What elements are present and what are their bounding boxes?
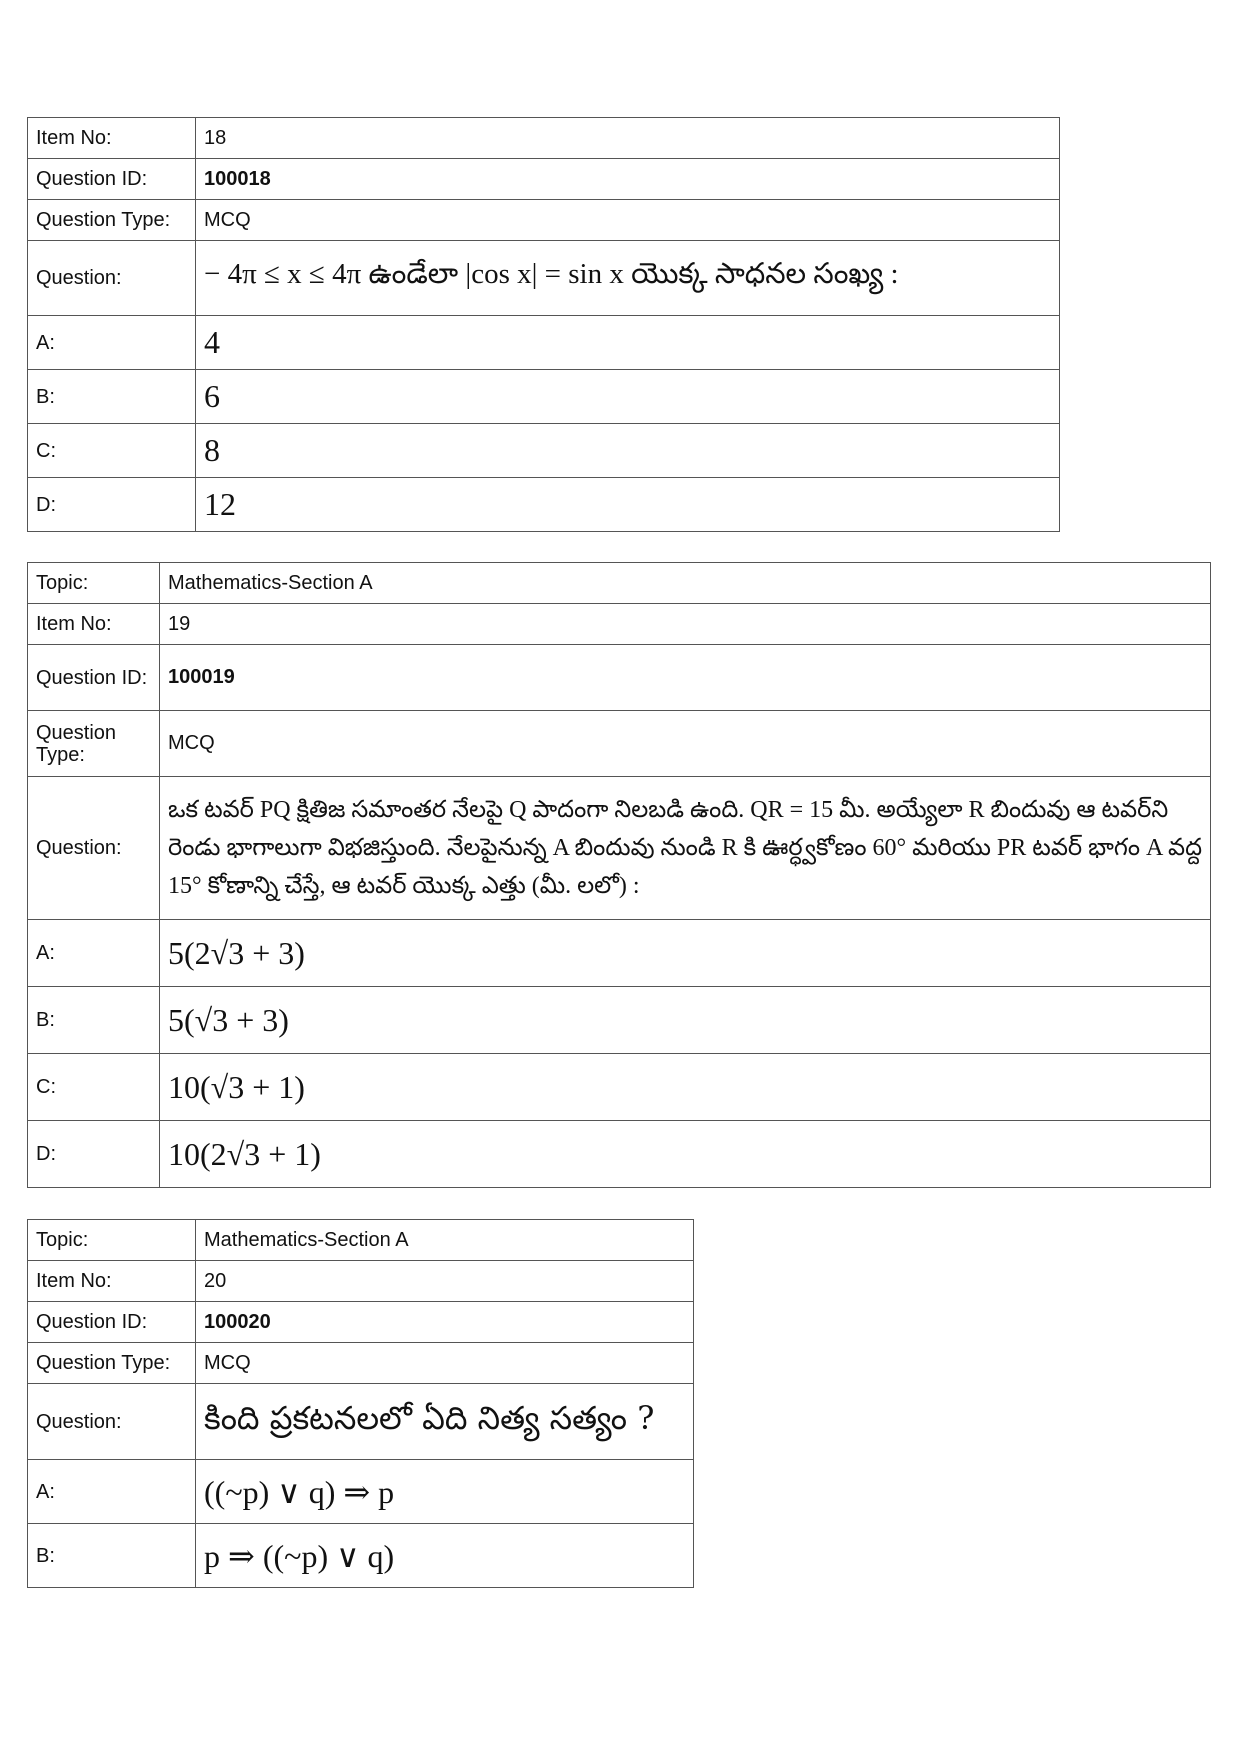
option-row-d xyxy=(28,1121,1211,1188)
option-row-c xyxy=(28,424,1060,478)
question-table-20 xyxy=(27,1219,694,1588)
option-c-label: C: xyxy=(28,1054,160,1121)
option-row-c xyxy=(28,1054,1211,1121)
option-row-a xyxy=(28,920,1211,987)
option-row-b xyxy=(28,987,1211,1054)
question-type-value: MCQ xyxy=(196,1343,694,1384)
option-c-value: 10(√3 + 1) xyxy=(160,1054,1211,1121)
row-question-id xyxy=(28,1302,694,1343)
item-no-value: 20 xyxy=(196,1261,694,1302)
question-type-label: Question Type: xyxy=(28,200,196,241)
row-item-no xyxy=(28,118,1060,159)
row-question-id xyxy=(28,645,1211,711)
row-question xyxy=(28,241,1060,316)
topic-value: Mathematics-Section A xyxy=(160,563,1211,604)
question-label: Question: xyxy=(28,241,196,316)
option-row-d xyxy=(28,478,1060,532)
question-text: కింది ప్రకటనలలో ఏది నిత్య సత్యం ? xyxy=(196,1384,694,1460)
question-id-value: 100019 xyxy=(160,645,1211,711)
row-question-type xyxy=(28,711,1211,777)
option-d-label: D: xyxy=(28,478,196,532)
item-no-label: Item No: xyxy=(28,118,196,159)
question-type-label: Question Type: xyxy=(28,1343,196,1384)
question-id-label: Question ID: xyxy=(28,1302,196,1343)
question-table-19 xyxy=(27,562,1211,1188)
option-a-value: 5(2√3 + 3) xyxy=(160,920,1211,987)
question-type-value: MCQ xyxy=(196,200,1060,241)
option-b-label: B: xyxy=(28,987,160,1054)
option-a-label: A: xyxy=(28,316,196,370)
option-a-value: ((~p) ∨ q) ⇒ p xyxy=(196,1460,694,1524)
option-b-value: 6 xyxy=(196,370,1060,424)
topic-label: Topic: xyxy=(28,563,160,604)
option-d-label: D: xyxy=(28,1121,160,1188)
option-a-value: 4 xyxy=(196,316,1060,370)
row-question-type xyxy=(28,1343,694,1384)
question-text: − 4π ≤ x ≤ 4π ఉండేలా |cos x| = sin x యొక్క సాధనల సంఖ్య : xyxy=(196,241,1060,316)
question-label: Question: xyxy=(28,777,160,920)
option-a-label: A: xyxy=(28,920,160,987)
question-table-18 xyxy=(27,117,1060,532)
item-no-label: Item No: xyxy=(28,1261,196,1302)
option-b-value: p ⇒ ((~p) ∨ q) xyxy=(196,1524,694,1588)
topic-label: Topic: xyxy=(28,1220,196,1261)
option-row-b xyxy=(28,1524,694,1588)
option-c-label: C: xyxy=(28,424,196,478)
question-id-value: 100020 xyxy=(196,1302,694,1343)
item-no-value: 18 xyxy=(196,118,1060,159)
option-a-label: A: xyxy=(28,1460,196,1524)
option-d-value: 10(2√3 + 1) xyxy=(160,1121,1211,1188)
question-id-value: 100018 xyxy=(196,159,1060,200)
option-b-label: B: xyxy=(28,1524,196,1588)
row-topic xyxy=(28,1220,694,1261)
row-question xyxy=(28,1384,694,1460)
option-row-a xyxy=(28,1460,694,1524)
option-row-a xyxy=(28,316,1060,370)
question-text: ఒక టవర్ PQ క్షితిజ సమాంతర నేలపై Q పాదంగా నిలబడి ఉంది. QR = 15 మీ. అయ్యేలా R బిందువు ఆ టవర్‌ని రెండు భాగాలుగా విభజిస్తుంది. నేలపైనున్న A బిందువు నుండి R కి ఊర్ధ్వకోణం 60° మరియు PR టవర్ భాగం A వద్ద 15° కోణాన్ని చేస్తే, ఆ టవర్ యొక్క ఎత్తు (మీ. లలో) : xyxy=(160,777,1211,920)
option-b-label: B: xyxy=(28,370,196,424)
option-d-value: 12 xyxy=(196,478,1060,532)
row-question-type xyxy=(28,200,1060,241)
question-type-label: Question Type: xyxy=(28,711,160,777)
option-b-value: 5(√3 + 3) xyxy=(160,987,1211,1054)
option-row-b xyxy=(28,370,1060,424)
question-id-label: Question ID: xyxy=(28,159,196,200)
question-type-value: MCQ xyxy=(160,711,1211,777)
item-no-value: 19 xyxy=(160,604,1211,645)
row-topic xyxy=(28,563,1211,604)
question-label: Question: xyxy=(28,1384,196,1460)
row-question xyxy=(28,777,1211,920)
question-id-label: Question ID: xyxy=(28,645,160,711)
row-item-no xyxy=(28,604,1211,645)
item-no-label: Item No: xyxy=(28,604,160,645)
option-c-value: 8 xyxy=(196,424,1060,478)
row-question-id xyxy=(28,159,1060,200)
topic-value: Mathematics-Section A xyxy=(196,1220,694,1261)
row-item-no xyxy=(28,1261,694,1302)
